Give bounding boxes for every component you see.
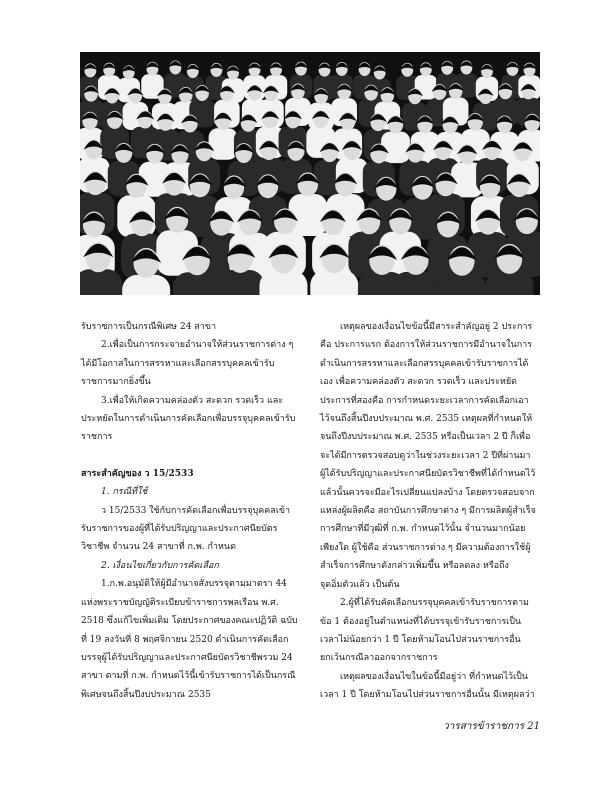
left-paragraph-5: 1.ก.พ.อนุมัติให้ผู้มีอำนาจสั่งบรรจุตามมาตรา 44 แห่งพระราชบัญญัติระเบียบข้าราชการพลเรือน พ.ศ. 2518 ซึ่งแก้ไขเพิ่มเติม โดยประกาศของคณะปฏิวัติ ฉบับที่ 19 ลงวันที่ 8 พฤศจิกายน 2520 ดำเนินการคัดเลือกบรรจุผู้ได้รับปริญญาและประกาศนียบัตรวิชาชีพรวม 24 สาขา ตามที่ ก.พ. กำหนดไว้นี้เข้ารับราชการได้เป็นกรณีพิเศษจนถึงสิ้นปีงบประมาณ 2535 [81, 579, 298, 700]
crowd-illustration [80, 52, 540, 295]
group-photo [80, 52, 540, 295]
subheading-1: 1. กรณีที่ใช้ [101, 487, 148, 498]
person-body [438, 273, 486, 295]
left-column [81, 318, 299, 704]
left-paragraph-4: ว 15/2533 ใช้กับการคัดเลือกเพื่อบรรจุบุคคลเข้ารับราชการของผู้ที่ได้รับปริญญาและประกาศนียบัตรวิชาชีพ จำนวน 24 สาขาที่ ก.พ. กำหนด [81, 505, 291, 553]
person-body [485, 271, 533, 295]
person-body [122, 275, 170, 295]
left-paragraph-3: 3.เพื่อให้เกิดความคล่องตัว สะดวก รวดเร็ว และประหยัดในการดำเนินการคัดเลือกเพื่อบรรจุบุคคลเข้ารับราชการ [81, 395, 296, 443]
left-paragraph-1: รับราชการเป็นกรณีพิเศษ 24 สาขา [81, 322, 217, 332]
subheading-2: 2. เงื่อนไขเกี่ยวกับการคัดเลือก [101, 560, 219, 571]
section-heading: สาระสำคัญของ ว 15/2533 [81, 468, 194, 479]
right-paragraph-2: 2.ผู้ที่ได้รับคัดเลือกบรรจุบุคคลเข้ารับราชการตามข้อ 1 ต้องอยู่ในตำแหน่งที่ได้บรรจุเข้ารับราชการเป็นเวลาไม่น้อยกว่า 1 ปี โดยห้ามโอนไปส่วนราชการอื่น ยกเว้นกรณีลาออกจากราชการ [320, 598, 529, 664]
person-body [173, 272, 221, 295]
person-body [209, 128, 238, 160]
right-paragraph-3: เหตุผลของเงื่อนไขในข้อนี้มีอยู่ว่า ที่กำหนดไว้เป็นเวลา 1 ปี โดยห้ามโอนไปส่วนราชการอื่นนั้น มีเหตุผลว่า [320, 671, 535, 701]
person-body [80, 269, 122, 295]
person-body [392, 272, 440, 295]
page-footer: วารสารข้าราชการ 21 [443, 721, 540, 732]
person-body [310, 270, 358, 295]
left-paragraph-2: 2.เพื่อเป็นการกระจายอำนาจให้ส่วนราชการต่าง ๆ ได้มีโอกาสในการสรรหาและเลือกสรรบุคคลเข้ารับราชการมากยิ่งขึ้น [81, 340, 294, 388]
person-body [259, 270, 307, 295]
person-body [216, 270, 264, 295]
right-column [320, 318, 538, 705]
right-paragraph-1: เหตุผลของเงื่อนไขข้อนี้มีสาระสำคัญอยู่ 2 ประการ คือ ประการแรก ต้องการให้ส่วนราชการมีอำนาจในการดำเนินการสรรหาและเลือกสรรบุคคลเข้ารับราชการได้เอง เพื่อความคล่องตัว สะดวก รวดเร็ว และประหยัด ประการที่สองคือ การกำหนดระยะเวลาการคัดเลือกเอาไว้จนถึงสิ้นปีงบประมาณ พ.ศ. 2535 เหตุผลที่กำหนดให้จนถึงปีงบประมาณ พ.ศ. 2535 หรือเป็นเวลา 2 ปี ก็เพื่อจะได้มีการตรวจสอบดูว่าในช่วงระยะเวลา 2 ปีที่ผ่านมา ผู้ได้รับปริญญาและประกาศนียบัตรวิชาชีพที่ได้กำหนดไว้แล้วนั้นควรจะมีอะไรเปลี่ยนแปลงบ้าง โดยตรวจสอบจากแหล่งผู้ผลิตคือ สถาบันการศึกษาต่าง ๆ มีการผลิตผู้สำเร็จการศึกษาที่มีวุฒิที่ ก.พ. กำหนดไว้นั้น จำนวนมากน้อยเพียงใด ผู้ใช้คือ ส่วนราชการต่าง ๆ มีความต้องการใช้ผู้สำเร็จการศึกษาดังกล่าวเพิ่มขึ้น หรือลดลง หรือถึงจุดอิ่มตัวแล้ว เป็นต้น [320, 322, 536, 590]
